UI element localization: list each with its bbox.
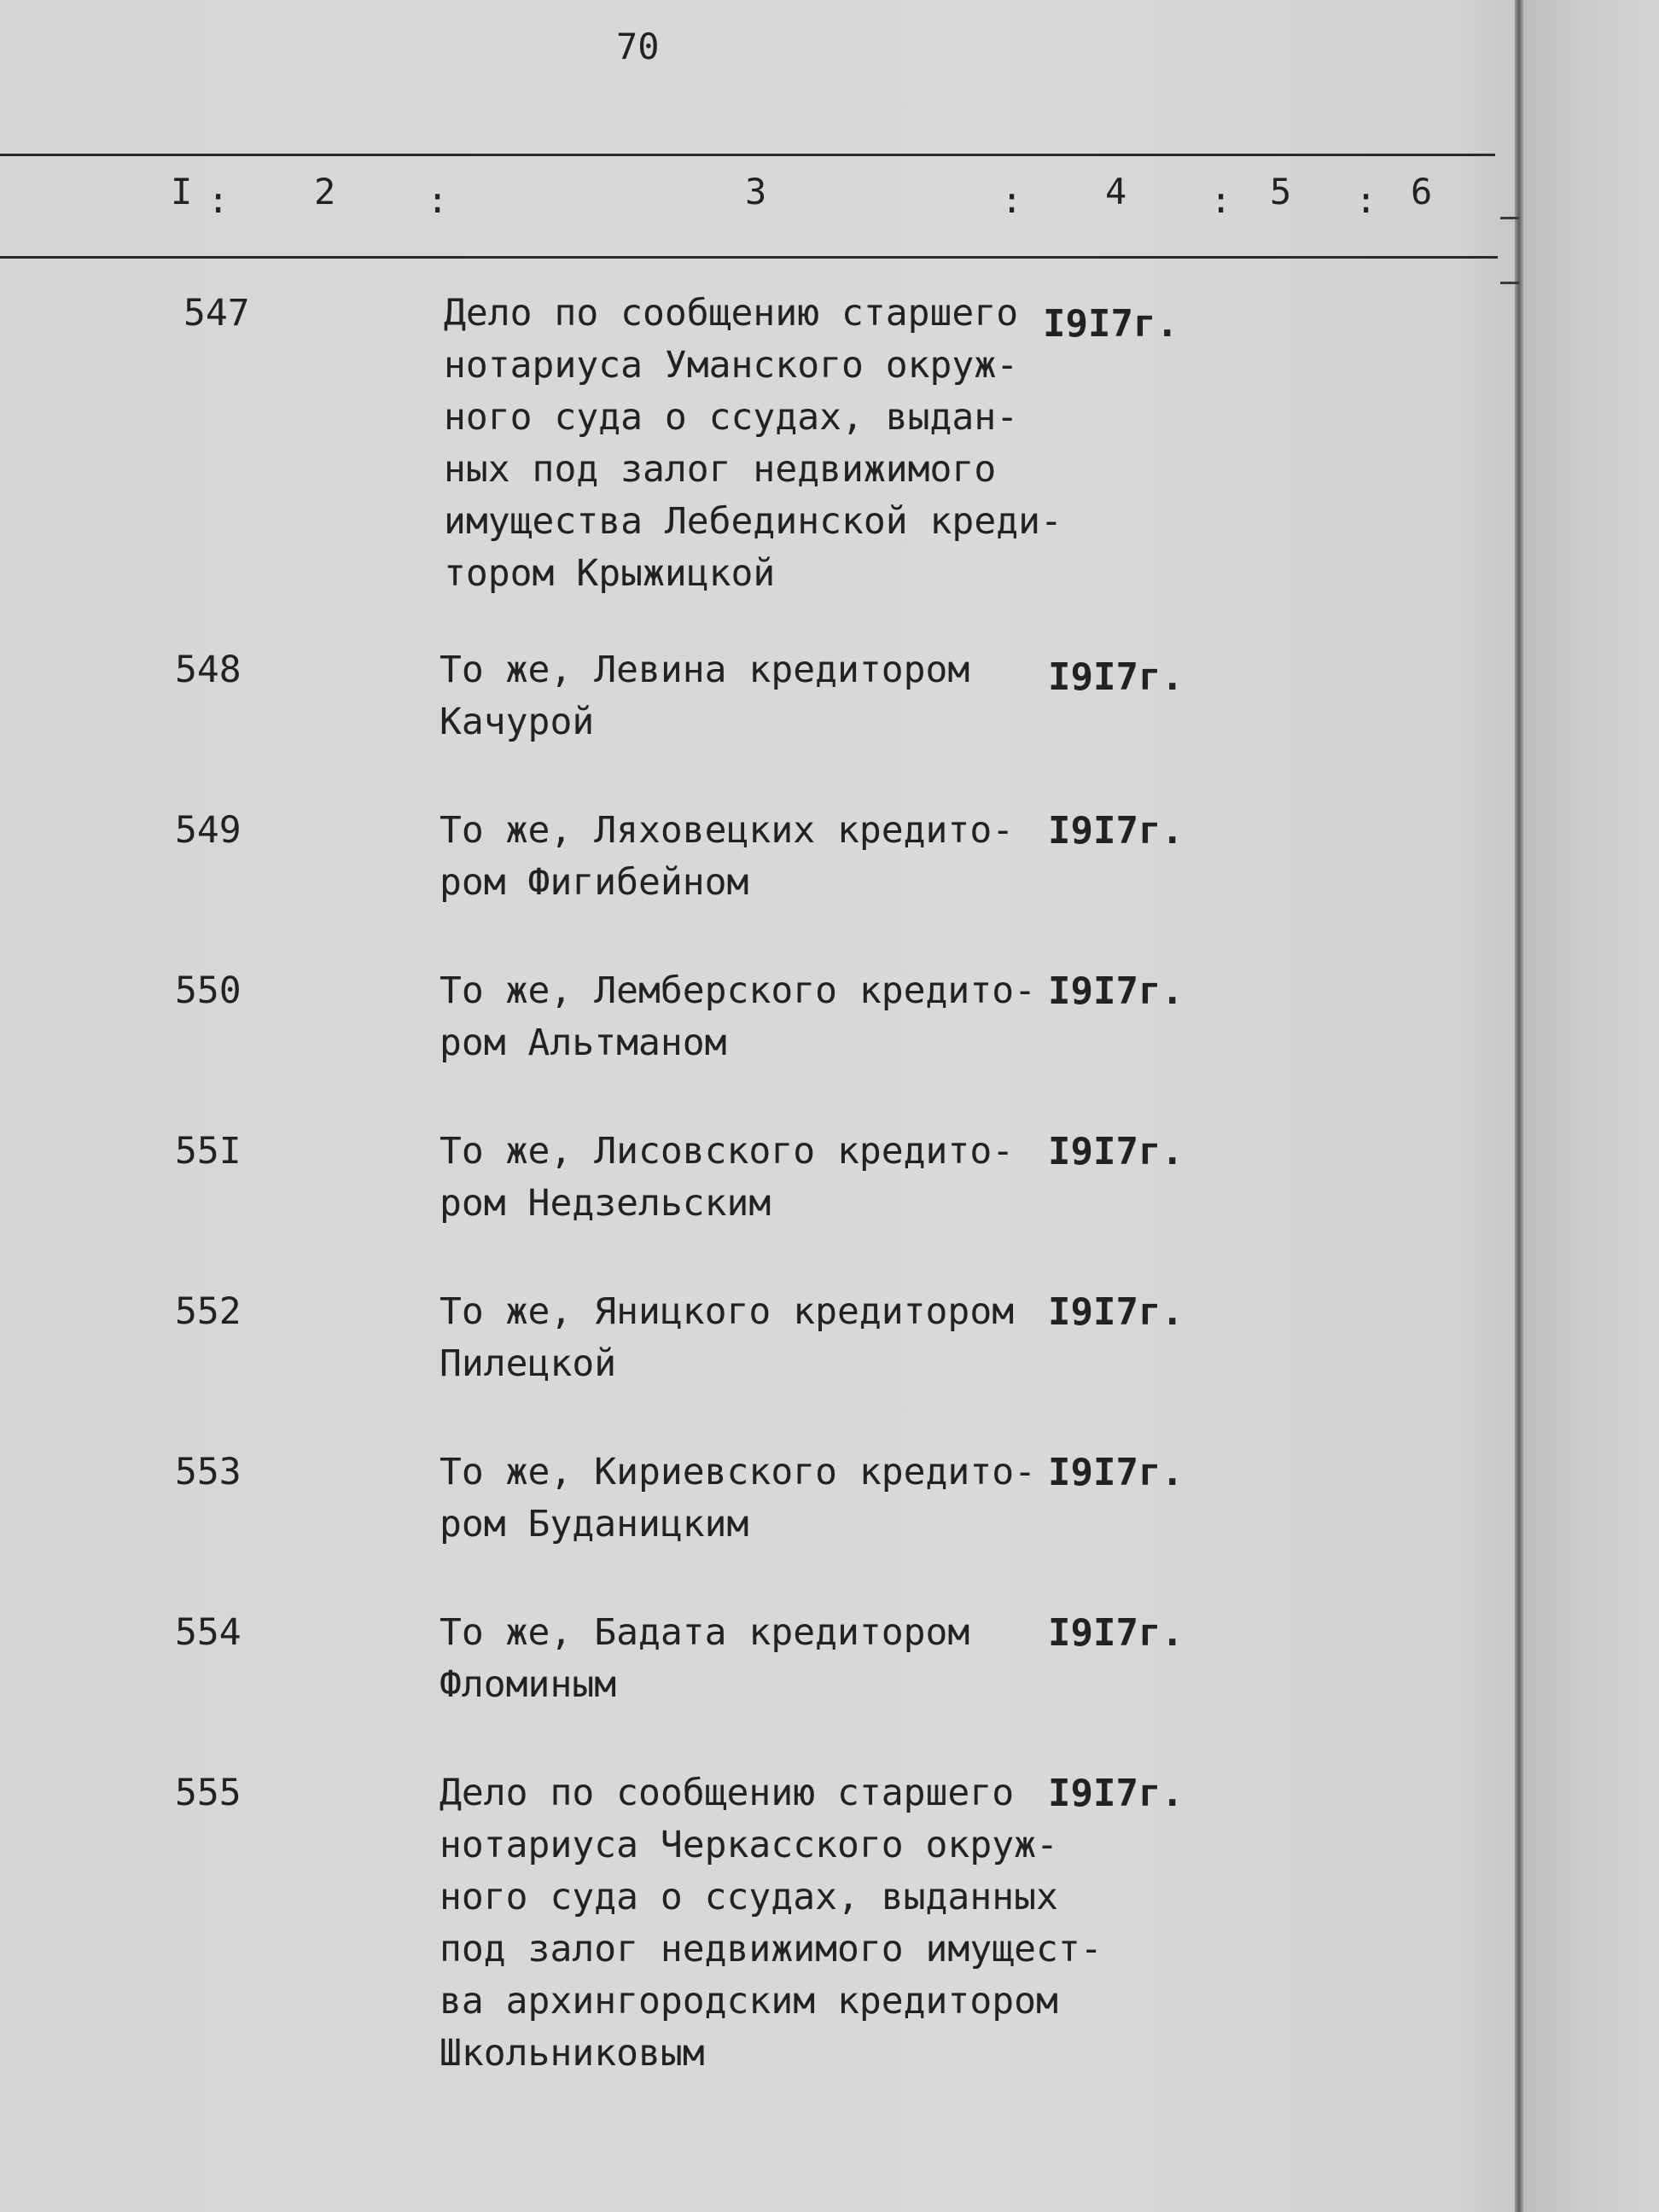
column-separator: : <box>207 179 230 221</box>
title-line: ром Фигибейном <box>439 861 749 904</box>
item-date: I9I7г. <box>1048 809 1184 853</box>
item-title <box>439 644 1071 748</box>
item-date: I9I7г. <box>1048 1130 1184 1173</box>
page-fold-shadow <box>1515 0 1523 2212</box>
item-date: I9I7г. <box>1048 655 1184 699</box>
item-date: I9I7г. <box>1048 969 1184 1013</box>
column-header-3: 3 <box>745 171 767 212</box>
title-line: То же, Лемберского кредито- <box>439 969 1036 1012</box>
item-number: 553 <box>175 1451 242 1493</box>
item-number: 552 <box>175 1290 242 1333</box>
title-line: Дело по сообщению старшего <box>439 1772 1015 1814</box>
item-date: I9I7г. <box>1048 1451 1184 1494</box>
item-date: I9I7г. <box>1043 302 1179 346</box>
item-title <box>439 1126 1071 1230</box>
title-line: То же, Лисовского кредито- <box>439 1130 1015 1173</box>
next-page-edge <box>1523 0 1659 2212</box>
title-line: ного суда о ссудах, выдан- <box>444 396 1019 439</box>
column-separator: : <box>1355 179 1377 221</box>
item-date: I9I7г. <box>1048 1772 1184 1815</box>
item-title <box>439 1286 1071 1390</box>
item-date: I9I7г. <box>1048 1611 1184 1655</box>
item-number: 55I <box>175 1130 242 1173</box>
column-header-1: I <box>171 171 193 212</box>
title-line: ва архингородским кредитором <box>439 1980 1058 2023</box>
column-header-5: 5 <box>1270 171 1292 212</box>
item-title <box>439 1447 1071 1551</box>
margin-tick <box>1500 217 1519 219</box>
column-separator: : <box>427 179 449 221</box>
title-line: То же, Ляховецких кредито- <box>439 809 1015 852</box>
title-line: ного суда о ссудах, выданных <box>439 1876 1058 1918</box>
title-line: тором Крыжицкой <box>444 552 776 595</box>
title-line: Фломиным <box>439 1663 617 1706</box>
item-number: 547 <box>183 292 250 335</box>
item-title <box>439 1767 1103 2080</box>
item-title <box>439 965 1071 1069</box>
item-title <box>439 805 1071 909</box>
item-date: I9I7г. <box>1048 1290 1184 1334</box>
title-line: Дело по сообщению старшего <box>444 292 1019 335</box>
column-separator: : <box>1001 179 1023 221</box>
title-line: То же, Левина кредитором <box>439 649 970 691</box>
title-line: ных под залог недвижимого <box>444 448 997 491</box>
title-line: Качурой <box>439 701 595 743</box>
title-line: Школьниковым <box>439 2032 705 2075</box>
title-line: нотариуса Черкасского окруж- <box>439 1824 1058 1866</box>
title-line: То же, Кириевского кредито- <box>439 1451 1036 1493</box>
item-number: 555 <box>175 1772 242 1814</box>
title-line: нотариуса Уманского окруж- <box>444 344 1019 387</box>
header-bottom-rule <box>0 256 1498 259</box>
item-number: 549 <box>175 809 242 852</box>
title-line: имущества Лебединской креди- <box>444 500 1062 543</box>
item-number: 548 <box>175 649 242 691</box>
column-header-4: 4 <box>1105 171 1127 212</box>
item-title <box>439 1607 1071 1711</box>
header-top-rule <box>0 154 1495 156</box>
title-line: ром Недзельским <box>439 1182 771 1225</box>
page-number: 70 <box>616 26 660 67</box>
title-line: ром Альтманом <box>439 1022 727 1064</box>
title-line: То же, Бадата кредитором <box>439 1611 970 1654</box>
column-separator: : <box>1210 179 1232 221</box>
item-number: 550 <box>175 969 242 1012</box>
item-title <box>444 288 1075 600</box>
title-line: ром Буданицким <box>439 1503 749 1545</box>
margin-tick <box>1500 282 1519 284</box>
item-number: 554 <box>175 1611 242 1654</box>
column-header-2: 2 <box>314 171 336 212</box>
column-header-6: 6 <box>1411 171 1433 212</box>
title-line: То же, Яницкого кредитором <box>439 1290 1015 1333</box>
title-line: под залог недвижимого имущест- <box>439 1928 1103 1970</box>
title-line: Пилецкой <box>439 1342 617 1385</box>
